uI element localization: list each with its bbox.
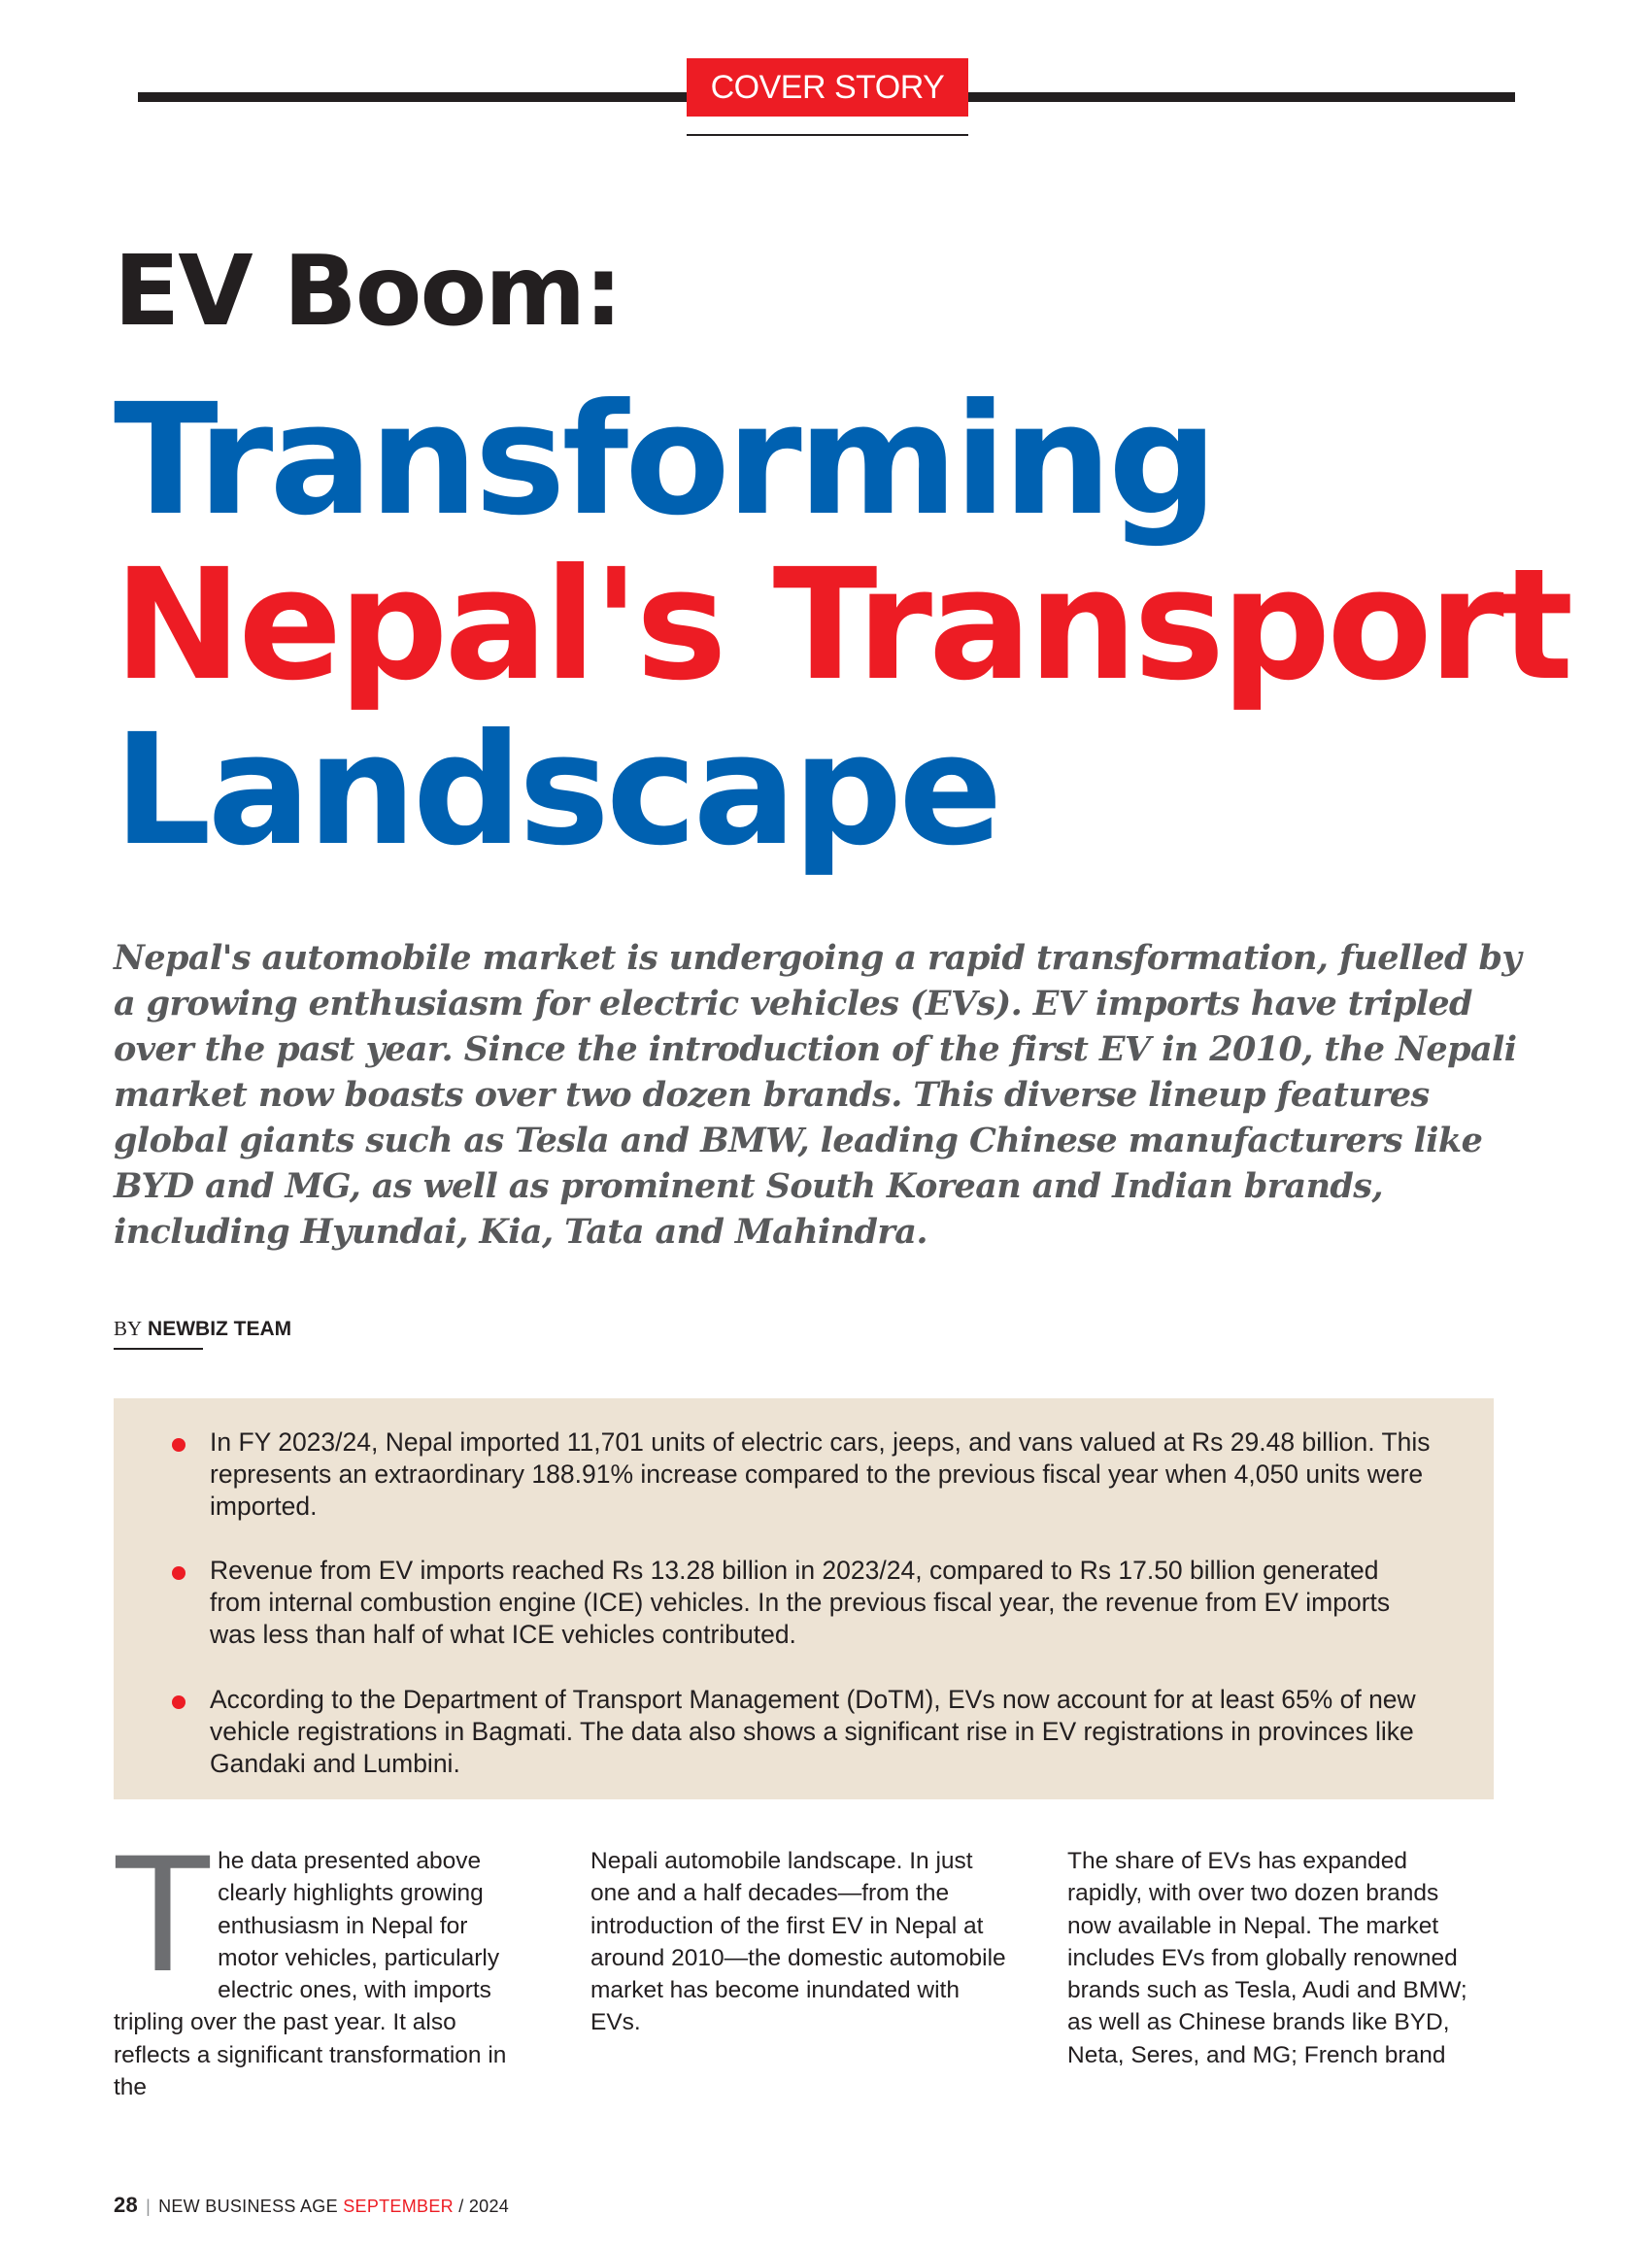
section-tag-underline bbox=[687, 134, 968, 136]
headline-line-3: Landscape bbox=[114, 701, 999, 880]
issue-month: SEPTEMBER bbox=[343, 2197, 454, 2216]
drop-cap: T bbox=[112, 1820, 215, 2006]
headline-line-2: Nepal's Transport bbox=[114, 536, 1570, 715]
section-tag: COVER STORY bbox=[687, 58, 968, 117]
byline bbox=[114, 1317, 291, 1341]
highlight-item: Revenue from EV imports reached Rs 13.28 billion in 2023/24, compared to Rs 17.50 billion generated from internal combustion engine (ICE) vehicles. In the previous fiscal year, the revenue from EV imports was less than half of what ICE vehicles contributed. bbox=[210, 1556, 1391, 1649]
headline-line-1: Transforming bbox=[114, 371, 1215, 550]
highlight-item: In FY 2023/24, Nepal imported 11,701 units of electric cars, jeeps, and vans valued at Rs 29.48 billion. This represents an extraordinary 188.91% increase compared to the previous fiscal year when 4,050 units were imported. bbox=[210, 1427, 1431, 1521]
deck-text: Nepal's automobile market is undergoing a rapid transformation, fuelled by a growing enthusiasm for electric vehicles (EVs). EV imports have tripled over the past year. Since the introduction of the first EV in 2010, the Nepali market now boasts over two dozen brands. This diverse lineup features global giants such as Tesla and BMW, leading Chinese manufacturers like BYD and MG, as well as prominent South Korean and Indian brands, including Hyundai, Kia, Tata and Mahindra. bbox=[114, 938, 1522, 1252]
highlight-item: According to the Department of Transport Management (DoTM), EVs now account for at least 65% of new vehicle registrations in Bagmati. The data also shows a significant rise in EV registrations in provinces like Gandaki and Lumbini. bbox=[210, 1685, 1416, 1778]
byline-author: NEWBIZ TEAM bbox=[148, 1318, 292, 1340]
bullet-icon bbox=[172, 1438, 185, 1452]
issue-year: / 2024 bbox=[458, 2197, 510, 2216]
byline-rule bbox=[114, 1348, 203, 1350]
body-column-2: Nepali automobile landscape. In just one and a half decades—from the introduction of the first EV in Nepal at around 2010—the domestic automobile market has become inundated with EVs. bbox=[590, 1848, 1006, 2036]
bullet-icon bbox=[172, 1695, 185, 1709]
page-footer: 28 | NEW BUSINESS AGE SEPTEMBER / 2024 bbox=[114, 2193, 510, 2217]
body-column-3: The share of EVs has expanded rapidly, with over two dozen brands now available in Nepal. The market includes EVs from globally renowned brands such as Tesla, Audi and BMW; as well as Chinese brands like BYD, Neta, Seres, and MG; French brand bbox=[1067, 1848, 1467, 2068]
body-column-1 bbox=[112, 1820, 529, 2103]
byline-prefix: BY bbox=[114, 1317, 143, 1340]
headline-kicker: EV Boom: bbox=[114, 234, 622, 348]
publication-name: NEW BUSINESS AGE bbox=[158, 2197, 338, 2216]
body-column-1-text: he data presented above clearly highlights growing enthusiasm in Nepal for motor vehicles, particularly electric ones, with imports tripling over the past year. It also reflects a significant transformation in the bbox=[114, 1848, 507, 2101]
bullet-icon bbox=[172, 1566, 185, 1580]
page-number: 28 bbox=[114, 2193, 139, 2217]
highlights-box bbox=[114, 1398, 1494, 1799]
